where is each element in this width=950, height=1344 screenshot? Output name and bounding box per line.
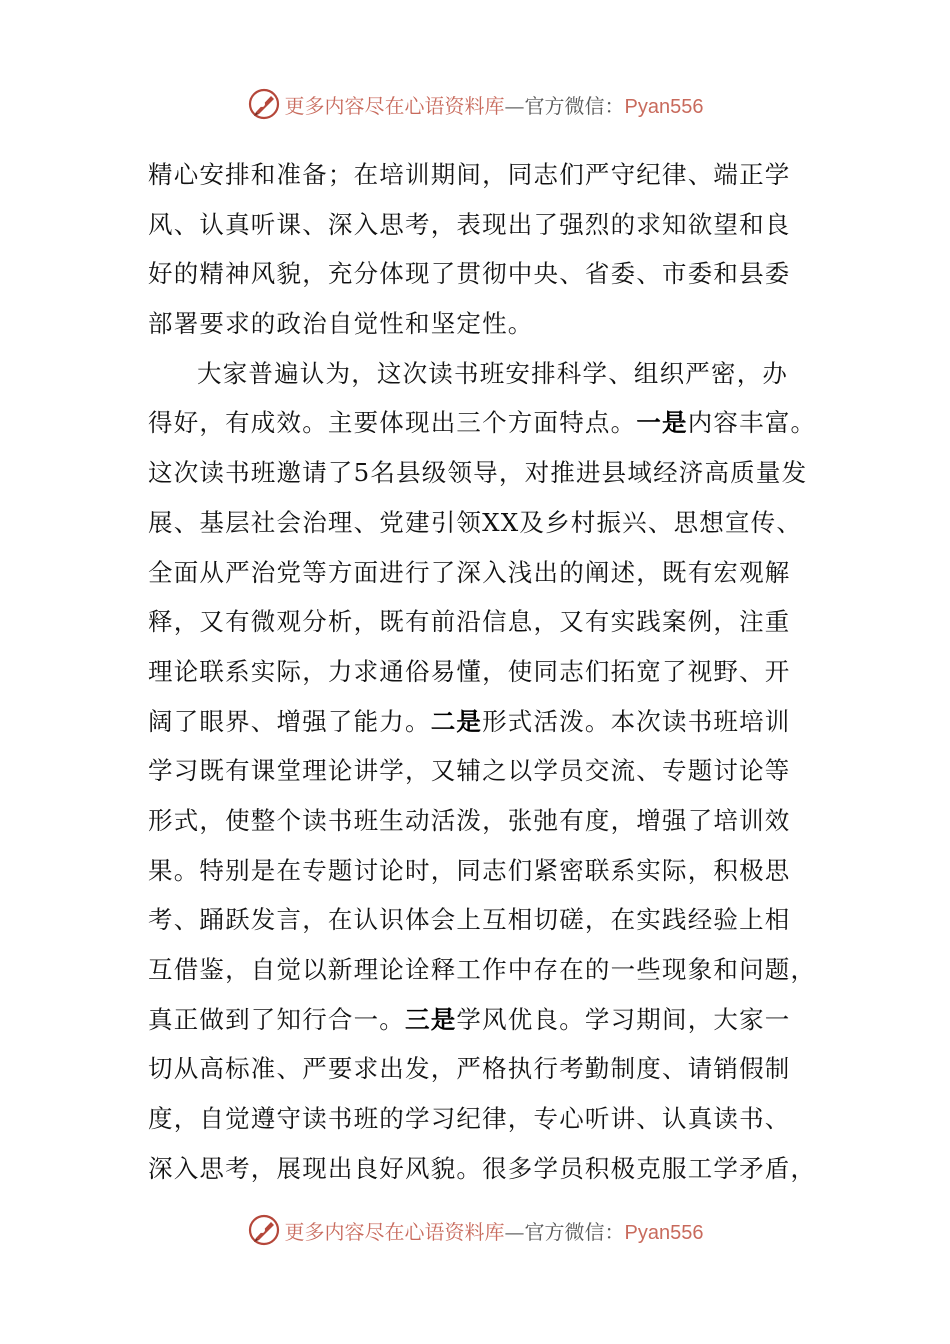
pen-logo-icon — [247, 1213, 281, 1247]
text-line: 风、认真听课、深入思考，表现出了强烈的求知欲望和良 — [148, 209, 791, 239]
text-line: 考、踊跃发言，在认识体会上互相切磋，在实践经验上相 — [148, 905, 791, 935]
text-line: 度，自觉遵守读书班的学习纪律，专心听讲、认真读书、 — [148, 1104, 791, 1134]
text-line: 精心安排和准备；在培训期间，同志们严守纪律、端正学 — [148, 160, 791, 189]
text-segment: 形式活泼。本次读书班培训 — [482, 706, 791, 736]
banner-brand: 更多内容尽在心语资料库 — [284, 93, 505, 118]
banner-wechat-id: Pyan556 — [624, 95, 704, 118]
text-line — [148, 995, 818, 1045]
text-line: 理论联系实际，力求通俗易懂，使同志们拓宽了视野、开 — [148, 656, 791, 686]
pen-logo-icon — [247, 87, 281, 121]
text-line — [148, 697, 818, 747]
text-segment: 阔了眼界、增强了能力。 — [148, 706, 431, 736]
text-segment: 真正做到了知行合一。 — [148, 1004, 405, 1034]
bold-keyword: 三是 — [405, 1004, 457, 1034]
banner-wechat-label: 官方微信： — [524, 93, 625, 118]
text-line: 展、基层社会治理、党建引领XX及乡村振兴、思想宣传、 — [148, 507, 803, 537]
text-line: 部署要求的政治自觉性和坚定性。 — [148, 309, 534, 339]
text-line: 释，又有微观分析，既有前沿信息，又有实践案例，注重 — [148, 607, 791, 637]
text-line: 大家普遍认为，这次读书班安排科学、组织严密，办 — [197, 358, 789, 388]
text-line: 这次读书班邀请了5名县级领导，对推进县域经济高质量发 — [148, 458, 808, 488]
text-line: 学习既有课堂理论讲学，又辅之以学员交流、专题讨论等 — [148, 756, 791, 786]
document-body — [148, 150, 818, 1193]
text-line: 好的精神风貌，充分体现了贯彻中央、省委、市委和县委 — [148, 259, 791, 289]
text-line: 深入思考，展现出良好风貌。很多学员积极克服工学矛盾， — [148, 1153, 817, 1183]
banner-dash: — — [504, 1219, 525, 1244]
footer-watermark-banner — [0, 1212, 950, 1248]
text-line: 互借鉴，自觉以新理论诠释工作中存在的一些现象和问题， — [148, 955, 817, 984]
header-watermark-banner — [0, 86, 950, 122]
text-line: 果。特别是在专题讨论时，同志们紧密联系实际，积极思 — [148, 855, 791, 885]
banner-dash: — — [504, 93, 525, 118]
footer-banner-text — [285, 1216, 704, 1245]
text-line: 形式，使整个读书班生动活泼，张弛有度，增强了培训效 — [148, 805, 791, 835]
banner-wechat-label: 官方微信： — [524, 1219, 625, 1244]
text-segment: 得好，有成效。主要体现出三个方面特点。 — [148, 408, 637, 438]
banner-brand: 更多内容尽在心语资料库 — [284, 1219, 505, 1244]
header-banner-text — [285, 90, 704, 119]
bold-keyword: 一是 — [636, 408, 688, 438]
text-line: 全面从严治党等方面进行了深入浅出的阐述，既有宏观解 — [148, 557, 791, 587]
text-line: 切从高标准、严要求出发，严格执行考勤制度、请销假制 — [148, 1054, 791, 1084]
text-segment: 内容丰富。 — [687, 408, 817, 438]
text-segment: 学风优良。学习期间，大家一 — [456, 1004, 791, 1034]
text-line — [148, 398, 818, 448]
banner-wechat-id: Pyan556 — [624, 1221, 704, 1244]
bold-keyword: 二是 — [430, 706, 483, 736]
